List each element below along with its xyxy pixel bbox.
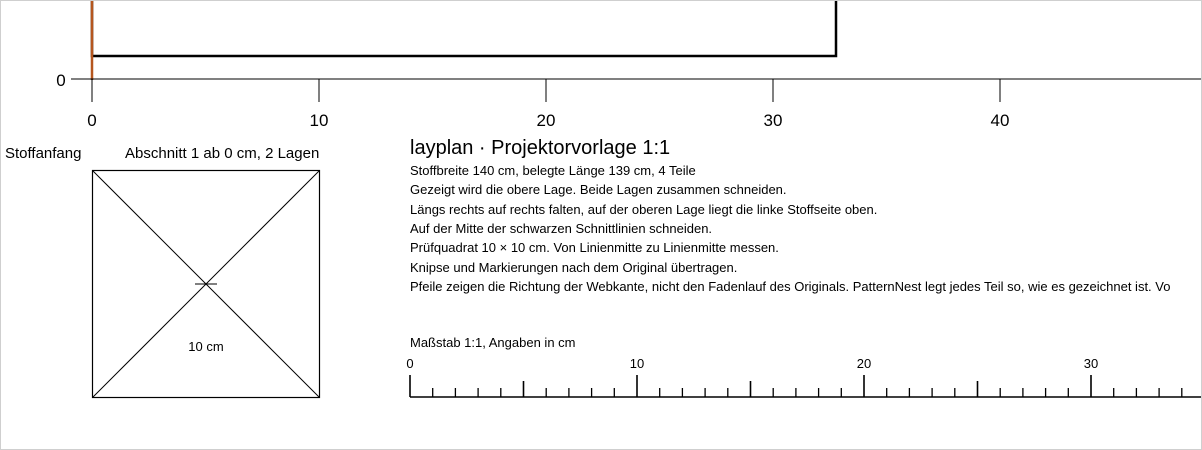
info-line: Auf der Mitte der schwarzen Schnittlinien schneiden. (410, 221, 713, 236)
x-tick-label: 40 (990, 111, 1010, 130)
scale-bar (406, 335, 1201, 397)
scale-bar-tick-label: 10 (629, 356, 645, 371)
y-tick-label: 0 (56, 71, 66, 90)
scale-bar-tick-label: 30 (1083, 356, 1099, 371)
info-line: Stoffbreite 140 cm, belegte Länge 139 cm, 4 Teile (410, 163, 696, 178)
stoffanfang-label: Stoffanfang (5, 145, 82, 162)
scale-bar-tick-label: 0 (406, 356, 414, 371)
abschnitt-label: Abschnitt 1 ab 0 cm, 2 Lagen (125, 145, 320, 162)
scale-bar-label: Maßstab 1:1, Angaben in cm (410, 335, 576, 350)
info-line: Gezeigt wird die obere Lage. Beide Lagen zusammen schneiden. (410, 182, 787, 197)
layout-plot (56, 1, 1201, 130)
scale-bar-tick-label: 20 (856, 356, 872, 371)
x-tick-label: 30 (763, 111, 783, 130)
pruefquadrat-label: 10 cm (188, 339, 224, 354)
info-line: Prüfquadrat 10 × 10 cm. Von Linienmitte zu Linienmitte messen. (410, 240, 779, 255)
x-axis-ticks (87, 79, 1009, 130)
info-line: Längs rechts auf rechts falten, auf der oberen Lage liegt die linke Stoffseite oben. (410, 202, 878, 217)
info-title: layplan · Projektorvorlage 1:1 (410, 137, 671, 159)
pattern-piece-outline (92, 1, 836, 56)
pruefquadrat (93, 171, 320, 398)
x-tick-label: 0 (87, 111, 97, 130)
info-line: Knipse und Markierungen nach dem Original übertragen. (410, 260, 738, 275)
info-line: Pfeile zeigen die Richtung der Webkante, nicht den Fadenlauf des Originals. PatternNest legt jedes Teil so, wie es gezeichnet ist. Vo (410, 279, 1171, 294)
x-tick-label: 20 (536, 111, 556, 130)
scale-bar-ticks (406, 356, 1181, 397)
x-tick-label: 10 (309, 111, 329, 130)
